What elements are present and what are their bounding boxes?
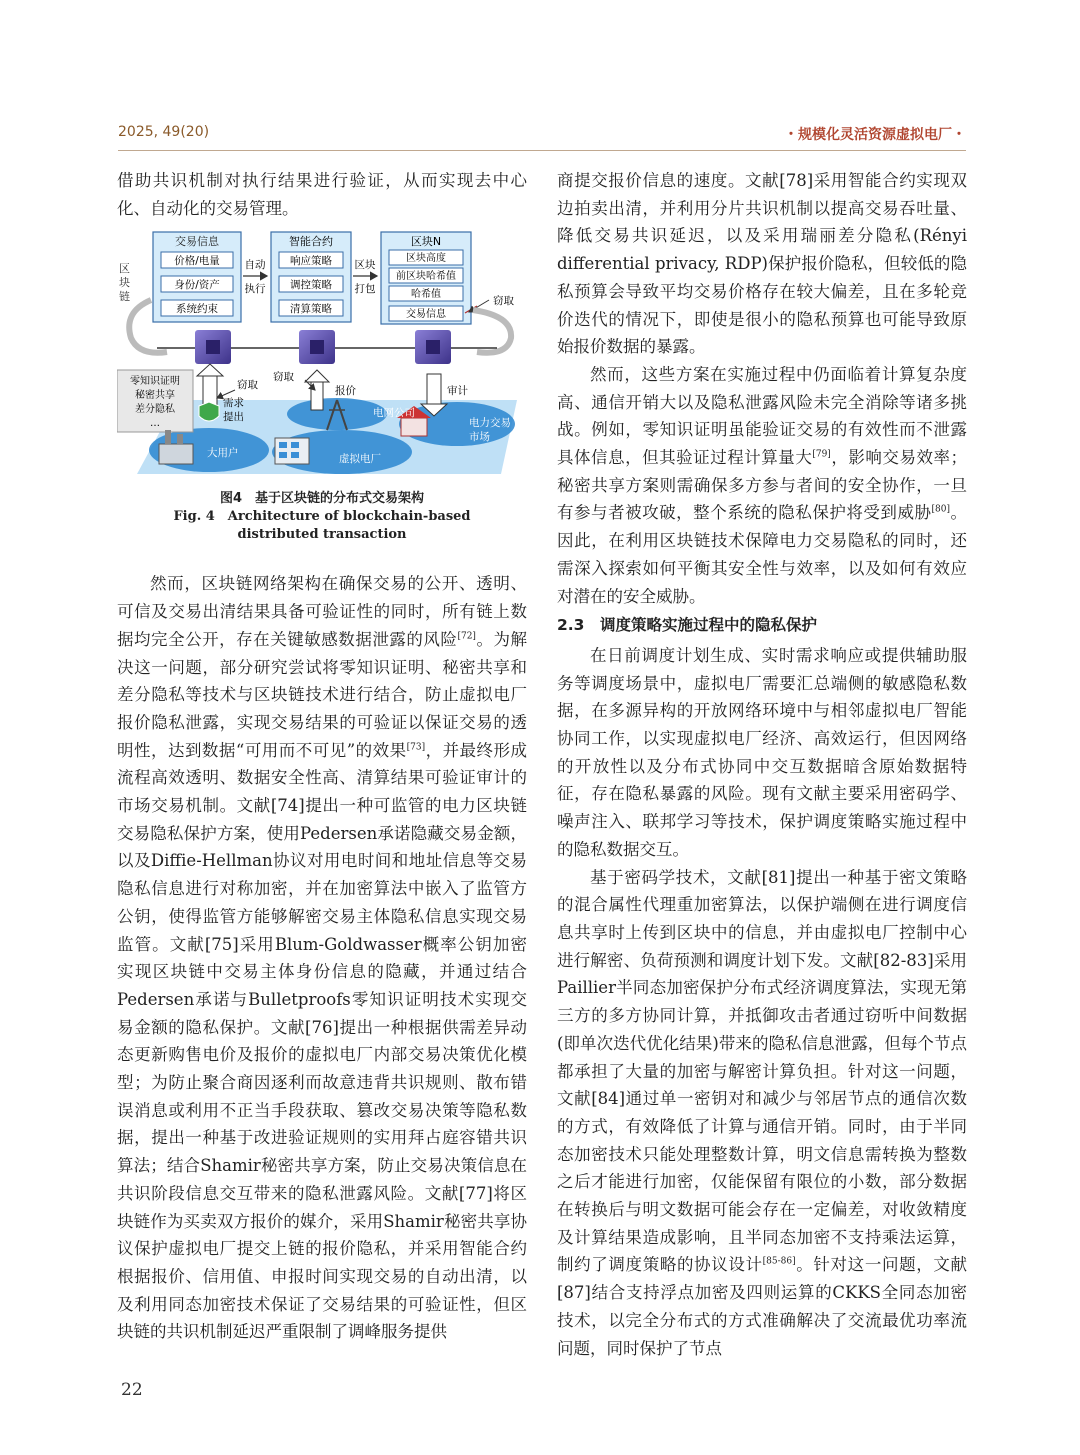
citation[interactable]: [80] — [931, 504, 950, 515]
block-pack-label: 打包 — [354, 283, 376, 296]
market-label: 市场 — [469, 431, 490, 444]
shield-icon — [199, 402, 219, 421]
audit-down-arrow — [427, 374, 441, 406]
page-number: 22 — [121, 1380, 143, 1400]
big-user-label: 大用户 — [207, 447, 239, 460]
citation[interactable]: [85-86] — [762, 1256, 796, 1267]
auto-exec-label: 自动 — [244, 259, 266, 272]
privacy-tech-item: 秘密共享 — [135, 390, 175, 402]
journal-section: ・规模化灵活资源虚拟电厂・ — [784, 127, 966, 143]
paragraph: 然而，这些方案在实施过程中仍面临着计算复杂度高、通信开销大以及隐私泄露风险未完全消除等诸多挑战。例如，零知识证明虽能验证交易的有效性而不泄露具体信息，但其验证过程计算量大[79]，影响交易效率；秘密共享方案则需确保多方参与者间的安全协作，一旦有参与者被攻破，整个系统的隐私保护将受到威胁[80]。因此，在利用区块链技术保障电力交易隐私的同时，还需深入探索如何平衡其安全性与效率，以及如何有效应对潜在的安全威胁。 — [557, 364, 968, 606]
smart-contract-title: 智能合约 — [289, 235, 333, 249]
right-column — [557, 167, 967, 1362]
auto-exec-label: 执行 — [244, 283, 266, 296]
block-pack-label: 区块 — [354, 259, 376, 272]
smart-contract-item: 调控策略 — [290, 279, 332, 292]
privacy-tech-item: … — [150, 418, 160, 430]
demand-label: 需求 — [223, 397, 244, 410]
left-column — [117, 167, 527, 1346]
figure-caption-cn: 图4 基于区块链的分布式交易架构 — [219, 491, 425, 507]
section-heading: 2.3 调度策略实施过程中的隐私保护 — [557, 616, 817, 635]
citation[interactable]: [73] — [406, 742, 426, 753]
block-n-title: 区块N — [410, 235, 442, 249]
paragraph-continuation: 借助共识机制对执行结果进行验证，从而实现去中心化、自动化的交易管理。 — [117, 171, 527, 218]
block-cube-3 — [415, 330, 451, 364]
figure-caption-en-2: distributed transaction — [237, 527, 407, 543]
blockchain-side-label-1: 区 — [119, 262, 130, 276]
paragraph: 基于密码学技术，文献[81]提出一种基于密文策略的混合属性代理重加密算法，以保护端侧在进行调度信息共享时上传到区块中的信息，并由虚拟电厂控制中心进行解密、负荷预测和调度计划下发。文献[82-83]采用Paillier半同态加密保护分布式经济调度算法，实现无第三方的多方协同计算，并抵御攻击者通过窃听中间数据(即单次迭代优化结果)带来的隐私信息泄露，但每个节点都承担了大量的加密与解密计算负担。针对这一问题，文献[84]通过单一密钥对和减少与邻居节点的通信次数的方式，有效降低了计算与通信开销。同时，由于半同态加密技术只能处理整数计算，明文信息需转换为整数之后才能进行加密，仅能保留有限位的小数，部分数据在转换后与明文数据可能会存在一定偏差，对收敛精度及计算结果造成影响，且半同态加密不支持乘法运算，制约了调度策略的协议设计[85-86]。针对这一问题，文献[87]结合支持浮点加密及四则运算的CKKS全同态加密技术，以完全分布式的方式准确解决了交流最优功率流问题，同时保护了节点 — [557, 867, 968, 1358]
tx-info-item: 身份/资产 — [174, 279, 220, 292]
smart-contract-item: 响应策略 — [290, 255, 332, 268]
figure-4 — [117, 230, 527, 482]
blockchain-side-label-3: 链 — [119, 290, 130, 304]
block-cube-2 — [299, 330, 335, 364]
cycle-arrow-right — [473, 310, 511, 353]
market-label: 电力交易 — [469, 417, 511, 430]
tx-info-title: 交易信息 — [175, 235, 219, 249]
grid-company-label: 电网公司 — [373, 407, 415, 420]
paragraph: 在日前调度计划生成、实时需求响应或提供辅助服务等调度场景中，虚拟电厂需要汇总端侧的敏感隐私数据，在多源异构的开放网络环境中与相邻虚拟电厂智能协同工作，以实现虚拟电厂经济、高效运行，但因网络的开放性以及分布式协同中交互数据暗含原始数据特征，存在隐私暴露的风险。现有文献主要采用密码学、噪声注入、联邦学习等技术，保护调度策略实施过程中的隐私数据交互。 — [557, 645, 967, 859]
smart-contract-item: 清算策略 — [290, 303, 332, 316]
figure-caption — [117, 490, 527, 544]
blockchain-architecture-diagram — [117, 230, 527, 482]
tx-info-item: 价格/电量 — [174, 255, 220, 268]
block-n-item: 哈希值 — [411, 289, 441, 301]
bid-label: 报价 — [335, 385, 356, 398]
vpp-label: 虚拟电厂 — [339, 453, 381, 466]
citation[interactable]: [72] — [457, 631, 476, 642]
bid-up-arrow — [311, 380, 323, 410]
citation[interactable]: [79] — [812, 449, 831, 460]
blockchain-side-label-2: 块 — [119, 276, 130, 290]
paragraph: 然而，区块链网络架构在确保交易的公开、透明、可信及交易出清结果具备可验证性的同时，所有链上数据均完全公开，存在关键敏感数据泄露的风险[72]。为解决这一问题，部分研究尝试将零知识证明、秘密共享和差分隐私等技术与区块链技术进行结合，防止虚拟电厂报价隐私泄露，实现交易结果的可验证以保证交易的透明性，达到数据“可用而不可见”的效果[73]，并最终形成流程高效透明、数据安全性高、清算结果可验证审计的市场交易机制。文献[74]提出一种可监管的电力区块链交易隐私保护方案，使用Pedersen承诺隐藏交易金额，以及Diffie-Hellman协议对用电时间和地址信息等交易隐私信息进行对称加密，并在加密算法中嵌入了监管方公钥，使得监管方能够解密交易主体隐私信息实现交易监管。文献[75]采用Blum-Goldwasser概率公钥加密实现区块链中交易主体身份信息的隐藏，并通过结合Pedersen承诺与Bulletproofs零知识证明技术实现交易金额的隐私保护。文献[76]提出一种根据供需差异动态更新购售电价及报价的虚拟电厂内部交易决策优化模型；为防止聚合商因逐利而故意违背共识规则、散布错误消息或利用不正当手段获取、篡改交易决策等隐私数据，提出一种基于改进验证规则的实用拜占庭容错共识算法；结合Shamir秘密共享方案，防止交易决策信息在共识阶段信息交互带来的隐私泄露风险。文献[77]将区块链作为买卖双方报价的媒介，采用Shamir秘密共享协议保护虚拟电厂提交上链的报价隐私，并采用智能合约根据报价、信用值、申报时间实现交易的自动出清，以及利用同态加密技术保证了交易结果的可验证性，但区块链的共识机制延迟严重限制了调峰服务提供 — [117, 574, 528, 1342]
header-rule — [118, 150, 966, 151]
demand-label: 提出 — [223, 411, 244, 424]
block-n-item: 区块高度 — [406, 253, 446, 265]
steal-label-top: 窃取 — [493, 295, 514, 308]
vpp-building-icon — [275, 438, 309, 464]
block-n-item: 前区块哈希值 — [396, 271, 456, 283]
figure-caption-en-1: Fig. 4 Architecture of blockchain-based — [173, 509, 471, 525]
privacy-tech-item: 零知识证明 — [130, 376, 180, 388]
journal-issue: 2025, 49(20) — [118, 124, 210, 140]
audit-label: 审计 — [447, 385, 468, 398]
block-cube-1 — [195, 330, 231, 364]
page-header — [118, 124, 966, 146]
block-n-item: 交易信息 — [406, 309, 446, 321]
tx-info-item: 系统约束 — [176, 303, 218, 316]
steal-label-1: 窃取 — [237, 379, 258, 392]
privacy-tech-item: 差分隐私 — [135, 404, 175, 416]
steal-label-2: 窃取 — [273, 371, 294, 384]
paragraph-continuation: 商提交报价信息的速度。文献[78]采用智能合约实现双边拍卖出清，并利用分片共识机制以提高交易吞吐量、降低交易共识延迟，以及采用瑞丽差分隐私(Rényi differential privacy, RDP)保护报价隐私，但较低的隐私预算会导致平均交易价格存在较大偏差，且在多轮竞价迭代的情况下，即使是很小的隐私预算也可能导致原始报价数据的暴露。 — [557, 171, 967, 357]
